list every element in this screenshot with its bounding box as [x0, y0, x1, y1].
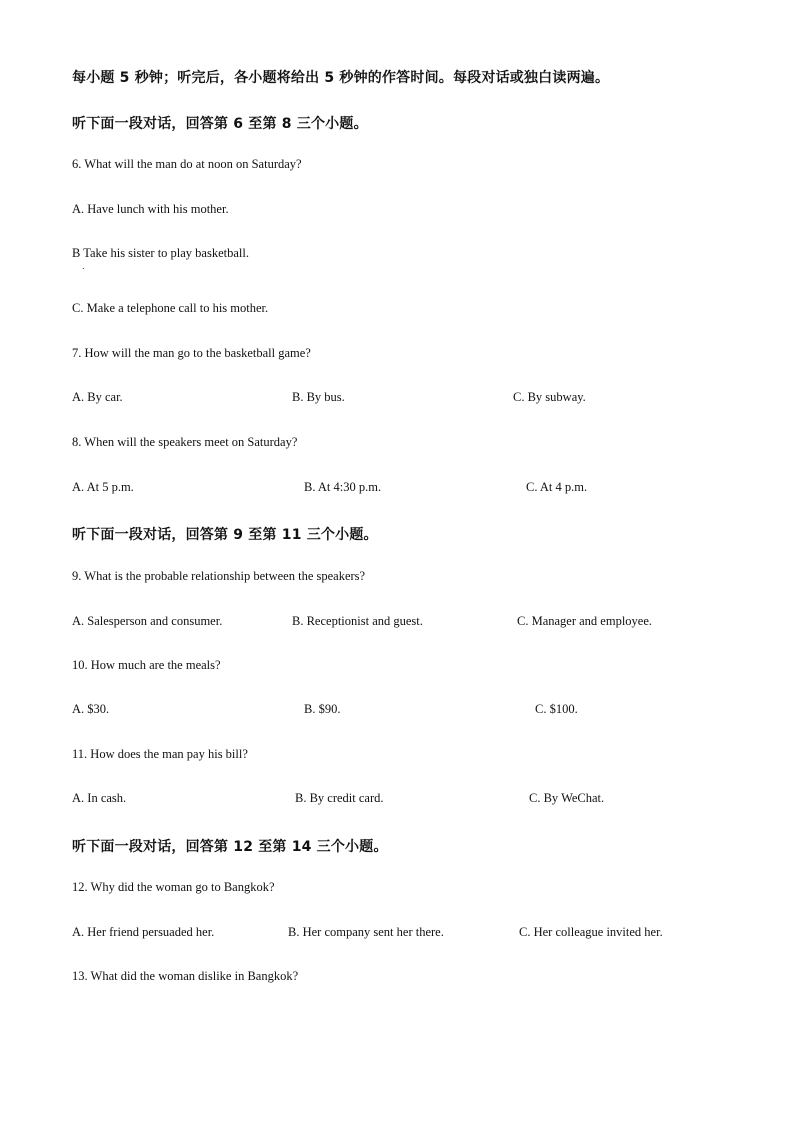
- q12-option-a: A. Her friend persuaded her.: [72, 925, 215, 939]
- question-10: 10. How much are the meals?: [72, 658, 221, 672]
- q9-option-c: C. Manager and employee.: [517, 614, 653, 628]
- question-8: 8. When will the speakers meet on Saturday?: [72, 435, 298, 449]
- section-heading-9-11: 听下面一段对话，回答第 9 至第 11 三个小题。: [72, 527, 378, 543]
- q6-option-b: B Take his sister to play basketball.: [72, 246, 249, 260]
- q7-option-c: C. By subway.: [513, 390, 586, 404]
- q10-option-a: A. $30.: [72, 702, 110, 716]
- q8-option-a: A. At 5 p.m.: [72, 480, 134, 494]
- section-heading-6-8: 听下面一段对话，回答第 6 至第 8 三个小题。: [72, 116, 368, 132]
- question-9: 9. What is the probable relationship between the speakers?: [72, 569, 366, 583]
- q10-option-b: B. $90.: [304, 702, 341, 716]
- q6-option-a: A. Have lunch with his mother.: [72, 202, 229, 216]
- question-6: 6. What will the man do at noon on Saturday?: [72, 157, 302, 171]
- q10-option-c: C. $100.: [535, 702, 578, 716]
- question-7: 7. How will the man go to the basketball game?: [72, 346, 311, 360]
- section-heading-12-14: 听下面一段对话，回答第 12 至第 14 三个小题。: [72, 839, 388, 855]
- q6-option-c: C. Make a telephone call to his mother.: [72, 301, 269, 315]
- q12-option-c: C. Her colleague invited her.: [519, 925, 663, 939]
- question-11: 11. How does the man pay his bill?: [72, 747, 248, 761]
- q9-option-b: B. Receptionist and guest.: [292, 614, 423, 628]
- q11-option-a: A. In cash.: [72, 791, 127, 805]
- q12-option-b: B. Her company sent her there.: [288, 925, 444, 939]
- q11-option-c: C. By WeChat.: [529, 791, 605, 805]
- q11-option-b: B. By credit card.: [295, 791, 384, 805]
- q8-option-b: B. At 4:30 p.m.: [304, 480, 382, 494]
- q8-option-c: C. At 4 p.m.: [526, 480, 588, 494]
- question-13: 13. What did the woman dislike in Bangkok?: [72, 969, 299, 983]
- instruction-line: 每小题 5 秒钟；听完后，各小题将给出 5 秒钟的作答时间。每段对话或独白读两遍。: [72, 70, 610, 86]
- q7-option-a: A. By car.: [72, 390, 123, 404]
- q9-option-a: A. Salesperson and consumer.: [72, 614, 223, 628]
- stray-dot: .: [82, 262, 85, 271]
- question-12: 12. Why did the woman go to Bangkok?: [72, 880, 275, 894]
- q7-option-b: B. By bus.: [292, 390, 345, 404]
